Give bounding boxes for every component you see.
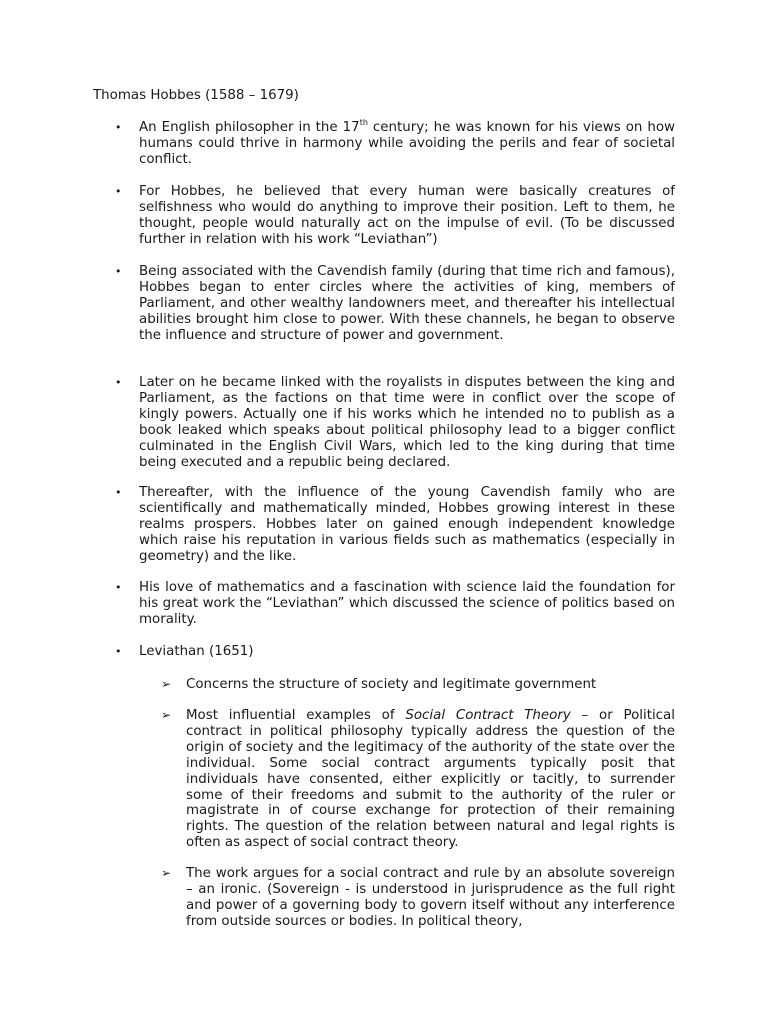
bullet-icon: • <box>115 486 122 499</box>
bullet-item <box>115 485 675 565</box>
bullet-text: His love of mathematics and a fascination with science laid the foundation for his great work the “Leviathan” which discussed the science of politics based on morality. <box>139 580 675 627</box>
bullet-text: Leviathan (1651) <box>139 644 254 659</box>
sub-item-text: Most influential examples of Social Contract Theory – or Political contract in political philosophy typically address the question of the origin of society and the legitimacy of the authority of the state over the individual. Some social contract arguments typically posit that individuals have consented, either explicitly or tacitly, to surrender some of their freedoms and submit to the authority of the ruler or magistrate in of course exchange for protection of their remaining rights. The question of the relation between natural and legal rights is often as aspect of social contract theory. <box>186 708 675 851</box>
sub-item-text: The work argues for a social contract and rule by an absolute sovereign – an ironic. (Sovereign - is understood in jurisprudence as the full right and power of a governing body to govern itself without any interference from outside sources or bodies. In political theory, <box>186 866 675 929</box>
bullet-item <box>115 264 675 344</box>
bullet-icon: • <box>115 581 122 594</box>
sub-item-text: Concerns the structure of society and legitimate government <box>186 677 597 692</box>
bullet-text: An English philosopher in the 17th century; he was known for his views on how humans could thrive in harmony while avoiding the perils and fear of societal conflict. <box>139 117 675 167</box>
bullet-icon: • <box>115 121 122 134</box>
arrow-bullet-icon: ➢ <box>161 866 172 880</box>
emphasis-text: Social Contract Theory <box>405 708 571 723</box>
bullet-icon: • <box>115 376 122 389</box>
bullet-item <box>115 184 675 248</box>
document-title: Thomas Hobbes (1588 – 1679) <box>93 88 299 103</box>
bullet-text: Being associated with the Cavendish family (during that time rich and famous), Hobbes began to enter circles where the activities of king, members of Parliament, and other wealthy landowners meet, and thereafter his intellectual abilities brought him close to power. With these channels, he began to observe the influence and structure of power and government. <box>139 264 675 343</box>
arrow-bullet-icon: ➢ <box>161 708 172 722</box>
bullet-text: Later on he became linked with the royalists in disputes between the king and Parliament, as the factions on that time were in conflict over the scope of kingly powers. Actually one if his works which he intended no to publish as a book leaked which speaks about political philosophy lead to a bigger conflict culminated in the English Civil Wars, which led to the king during that time being executed and a republic being declared. <box>139 375 675 470</box>
sub-item <box>161 677 675 693</box>
bullet-text: Thereafter, with the influence of the young Cavendish family who are scientifically and mathematically minded, Hobbes growing interest in these realms prospers. Hobbes later on gained enough independent knowledge which raise his reputation in various fields such as mathematics (especially in geometry) and the like. <box>139 485 675 564</box>
bullet-item <box>115 117 675 168</box>
superscript: th <box>359 117 368 127</box>
bullet-icon: • <box>115 645 122 658</box>
arrow-bullet-icon: ➢ <box>161 677 172 691</box>
bullet-text: For Hobbes, he believed that every human were basically creatures of selfishness who would do anything to improve their position. Left to them, he thought, people would naturally act on the impulse of evil. (To be discussed further in relation with his work “Leviathan”) <box>139 184 675 247</box>
bullet-item <box>115 580 675 628</box>
bullet-item <box>115 375 675 470</box>
sub-item <box>161 708 675 851</box>
bullet-icon: • <box>115 265 122 278</box>
bullet-item <box>115 644 675 660</box>
sub-item <box>161 866 675 930</box>
bullet-icon: • <box>115 185 122 198</box>
